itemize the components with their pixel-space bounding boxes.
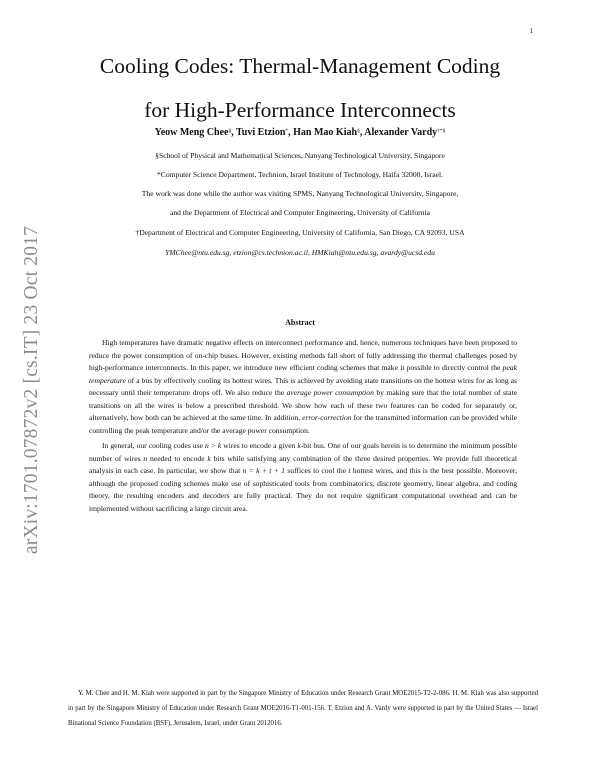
abstract-text: High temperatures have dramatic negative effects on interconnect performance and, hence, numerous techniques have been proposed to reduce the power consumption of on-chip buses. However, existing methods fall short of fully addressing the thermal challenges posed by high-performance interconnects. In this paper, we introduce new efficient coding schemes that make it possible to directly control the [89,338,517,372]
author-list [60,127,540,138]
author-name: Tuvi Etzion [236,127,286,138]
affiliation-technion: *Computer Science Department, Technion, Israel Institute of Technology, Haifa 32000, Israel. [156,170,443,179]
abstract-text: In general, our cooling codes use [102,441,205,450]
abstract-text: for the transmitted information can be provided while controlling the peak temperature and/or the average power consumption. [89,413,517,435]
author-name: Yeow Meng Chee [154,127,229,138]
math-inline: t [348,466,351,475]
author-sep: , [288,127,294,138]
abstract-text: of a bus by effectively cooling its hottest wires. This is achieved by avoiding state transitions on the hottest wires for as long as necessary until their temperature drops off. We also reduce the [89,375,517,397]
footnote-text: Y. M. Chee and H. M. Kiah were supported in part by the Singapore Ministry of Education under Research Grant MOE2015-T2-2-086. H. M. Kiah was also supported in part by the Singapore Ministry of Education under Research Grant MOE2016-T1-001-156. T. Etzion and A. Vardy were supported in part by the United States — Israel Binational Science Foundation (BSF), Jerusalem, Israel, under Grant 2012016. [68,690,538,727]
abstract-heading: Abstract [285,318,315,327]
author-sep: , [359,127,365,138]
abstract-emphasis: average power consumption [286,388,374,397]
author-mark: § [228,128,232,134]
paper-title [60,44,540,132]
author-mark: †*§ [437,128,446,134]
title-line-1: Cooling Codes: Thermal-Management Coding [99,54,501,78]
math-inline: k [297,441,301,450]
funding-footnote [68,686,538,731]
author-name: Alexander Vardy [364,127,438,138]
affiliation-spms: §School of Physical and Mathematical Sciences, Nanyang Technological University, Singapore [155,151,445,160]
abstract-text: bits while satisfying any combination of the three desired properties. We provide full theoretical analysis in each case. In particular, we show that [89,453,517,475]
abstract-paragraph-2 [89,440,517,515]
abstract-text: by making sure that the total number of state transitions on all the wires is below a prescribed threshold. We show how each of these two features can be coded for separately or, alternatively, how both can be achieved at the same time. In addition, [89,388,517,422]
author-name: Han Mao Kiah [293,127,358,138]
math-inline: n [143,453,148,463]
math-inline: k [207,453,211,463]
visit-note-line-1: The work was done while the author was visiting SPMS, Nanyang Technological University, Singapore, [141,189,459,198]
author-mark: § [357,128,360,134]
abstract-text: needed to encode [147,453,208,463]
abstract-text: suffices to cool the [285,466,349,475]
arxiv-stamp: arXiv:1701.07872v2 [cs.IT] 23 Oct 2017 [21,225,42,555]
author-emails: YMChee@ntu.edu.sg, etzion@cs.technion.ac.il, HMKiah@ntu.edu.sg, avardy@ucsd.edu [165,248,435,257]
abstract-emphasis: peak temperature [89,363,517,385]
title-line-2: for High-Performance Interconnects [144,98,456,122]
abstract-body [89,337,517,518]
affiliation-ucsd: †Department of Electrical and Computer Engineering, University of California, San Diego, CA 92093, USA [135,228,465,237]
math-inline: n > k [204,441,222,450]
abstract-text: -bit bus. One of our goals herein is to determine the minimum possible number of wires [89,441,517,463]
abstract-text: wires to encode a given [221,441,298,450]
abstract-paragraph-1 [89,337,517,437]
math-inline: n = k + t + 1 [242,466,285,475]
abstract-emphasis: error-correction [302,413,352,422]
abstract-text: hottest wires, and this is the best possible. Moreover, although the proposed coding schemes make use of sophisticated tools from combinatorics, discrete geometry, linear algebra, and coding theory, the resulting encoders and decoders are fully practical. They do not require significant computational overhead and can be implemented without sacrificing a large circuit area. [89,466,517,513]
page-number: 1 [529,27,533,35]
author-sep: , [231,127,237,138]
author-mark: * [285,128,289,134]
visit-note-line-2: and the Department of Electrical and Computer Engineering, University of California [169,208,430,217]
